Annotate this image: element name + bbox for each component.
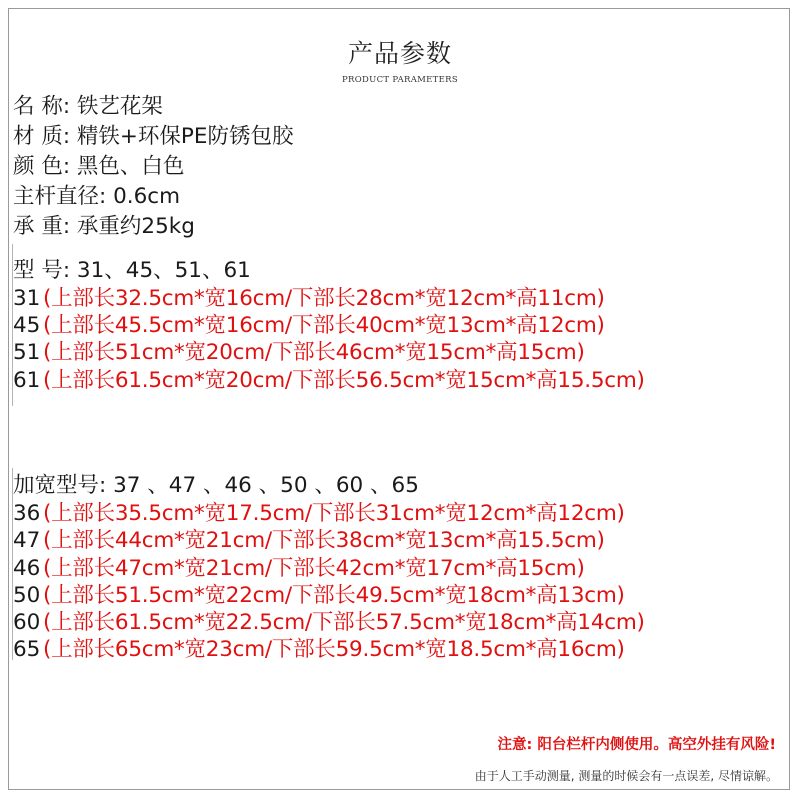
model-dimensions: (上部长65cm*宽23cm/下部长59.5cm*宽18.5cm*高16cm): [43, 637, 625, 663]
model-code: 60: [13, 610, 41, 636]
usage-warning: 注意: 阳台栏杆内侧使用。高空外挂有风险!: [497, 737, 776, 753]
model-dimensions: (上部长47cm*宽21cm/下部长42cm*宽17cm*高15cm): [43, 555, 585, 581]
model-row: [13, 367, 645, 394]
page-title: 产品参数: [347, 39, 452, 68]
spec-name: 名 称: 铁艺花架: [13, 94, 163, 119]
model-code: 51: [13, 340, 41, 366]
spec-material: 材 质: 精铁+环保PE防锈包胶: [13, 124, 294, 149]
model-dimensions: (上部长51cm*宽20cm/下部长46cm*宽15cm*高15cm): [43, 340, 585, 366]
model-code: 61: [13, 367, 41, 393]
spec-load: 承 重: 承重约25kg: [13, 214, 195, 239]
model-code: 31: [13, 286, 41, 311]
model-code: 46: [13, 555, 41, 581]
standard-models-heading: 型 号: 31、45、51、61: [13, 258, 251, 283]
model-code: 65: [13, 637, 41, 663]
model-dimensions: (上部长35.5cm*宽17.5cm/下部长31cm*宽12cm*高12cm): [43, 501, 625, 526]
model-dimensions: (上部长44cm*宽21cm/下部长38cm*宽13cm*高15.5cm): [43, 528, 605, 554]
model-code: 45: [13, 313, 41, 339]
standard-models-section: [13, 257, 645, 394]
spec-color: 颜 色: 黑色、白色: [13, 154, 185, 179]
model-dimensions: (上部长61.5cm*宽22.5cm/下部长57.5cm*宽18cm*高14cm): [43, 610, 645, 636]
model-row: [13, 500, 645, 527]
model-row: [13, 555, 645, 582]
model-dimensions: (上部长32.5cm*宽16cm/下部长28cm*宽12cm*高11cm): [43, 286, 605, 311]
model-row: [13, 582, 645, 609]
wide-models-section: [13, 472, 645, 664]
spec-list: [13, 92, 293, 242]
model-code: 50: [13, 582, 41, 608]
standard-models-list: [13, 285, 645, 394]
model-dimensions: (上部长45.5cm*宽16cm/下部长40cm*宽13cm*高12cm): [43, 313, 605, 339]
spec-rod-diameter: 主杆直径: 0.6cm: [13, 184, 181, 209]
model-row: [13, 609, 645, 636]
model-row: [13, 527, 645, 554]
model-row: [13, 339, 645, 366]
wide-models-list: [13, 500, 645, 664]
model-row: [13, 636, 645, 663]
model-code: 36: [13, 501, 41, 526]
wide-models-heading: 加宽型号: 37 、47 、46 、50 、60 、65: [13, 473, 419, 498]
measurement-disclaimer: 由于人工手动测量, 测量的时候会有一点误差, 尽情谅解。: [474, 769, 778, 783]
model-code: 47: [13, 528, 41, 554]
page-subtitle: PRODUCT PARAMETERS: [342, 75, 458, 85]
model-row: [13, 285, 645, 312]
model-dimensions: (上部长61.5cm*宽20cm/下部长56.5cm*宽15cm*高15.5cm): [43, 367, 645, 393]
model-dimensions: (上部长51.5cm*宽22cm/下部长49.5cm*宽18cm*高13cm): [43, 582, 625, 608]
model-row: [13, 312, 645, 339]
